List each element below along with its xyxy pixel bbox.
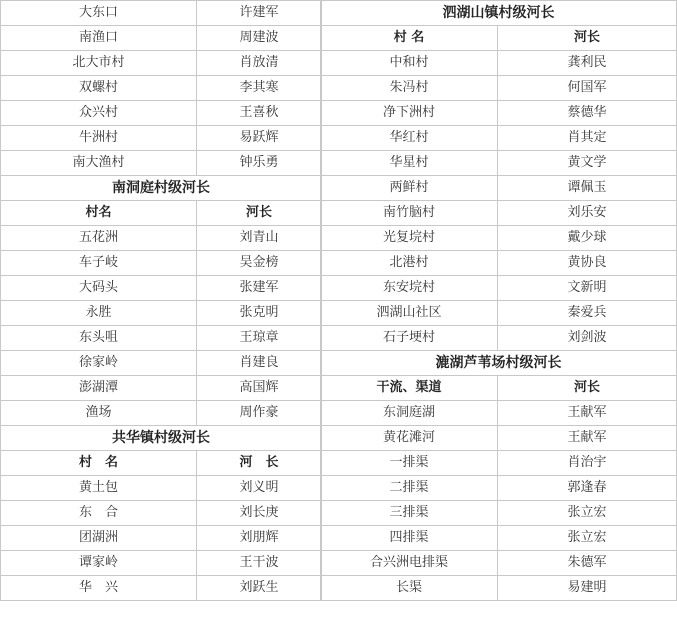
river-chief-cell: 文新明 bbox=[498, 276, 677, 301]
table-row bbox=[1, 351, 322, 376]
village-name-cell: 澎湖潭 bbox=[1, 376, 197, 401]
table-row bbox=[321, 51, 677, 76]
village-name-cell: 一排渠 bbox=[321, 451, 498, 476]
table-row bbox=[321, 476, 677, 501]
village-name-cell: 东 合 bbox=[1, 501, 197, 526]
table-row bbox=[1, 576, 322, 601]
village-name-cell: 渔场 bbox=[1, 401, 197, 426]
table-row bbox=[1, 501, 322, 526]
table-row bbox=[1, 51, 322, 76]
village-name-cell: 光复垸村 bbox=[321, 226, 498, 251]
section-title: 漉湖芦苇场村级河长 bbox=[321, 351, 677, 376]
village-name-cell: 华星村 bbox=[321, 151, 498, 176]
table-row bbox=[1, 251, 322, 276]
section-title-row bbox=[1, 176, 322, 201]
village-name-cell: 朱冯村 bbox=[321, 76, 498, 101]
river-chief-cell: 刘乐安 bbox=[498, 201, 677, 226]
river-chief-cell: 肖治宇 bbox=[498, 451, 677, 476]
column-header-chief: 河长 bbox=[498, 26, 677, 51]
river-chief-cell: 王献军 bbox=[498, 401, 677, 426]
river-chief-cell: 周建波 bbox=[197, 26, 322, 51]
left-roster-table bbox=[0, 0, 322, 601]
village-name-cell: 双螺村 bbox=[1, 76, 197, 101]
river-chief-cell: 蔡德华 bbox=[498, 101, 677, 126]
village-name-cell: 北港村 bbox=[321, 251, 498, 276]
village-name-cell: 南竹脑村 bbox=[321, 201, 498, 226]
village-name-cell: 泗湖山社区 bbox=[321, 301, 498, 326]
river-chief-cell: 刘朋辉 bbox=[197, 526, 322, 551]
village-name-cell: 牛洲村 bbox=[1, 126, 197, 151]
village-name-cell: 永胜 bbox=[1, 301, 197, 326]
table-row bbox=[321, 101, 677, 126]
river-chief-cell: 王喜秋 bbox=[197, 101, 322, 126]
village-name-cell: 车子岐 bbox=[1, 251, 197, 276]
column-header-row bbox=[1, 451, 322, 476]
village-name-cell: 四排渠 bbox=[321, 526, 498, 551]
table-row bbox=[1, 551, 322, 576]
table-row bbox=[1, 276, 322, 301]
village-name-cell: 五花洲 bbox=[1, 226, 197, 251]
table-row bbox=[1, 226, 322, 251]
village-name-cell: 南大渔村 bbox=[1, 151, 197, 176]
table-row bbox=[321, 451, 677, 476]
river-chief-cell: 刘青山 bbox=[197, 226, 322, 251]
village-name-cell: 三排渠 bbox=[321, 501, 498, 526]
table-row bbox=[321, 251, 677, 276]
village-name-cell: 两鲜村 bbox=[321, 176, 498, 201]
village-name-cell: 大东口 bbox=[1, 1, 197, 26]
village-name-cell: 团湖洲 bbox=[1, 526, 197, 551]
table-row bbox=[321, 401, 677, 426]
river-chief-cell: 钟乐勇 bbox=[197, 151, 322, 176]
column-header-row bbox=[321, 26, 677, 51]
village-name-cell: 东头咀 bbox=[1, 326, 197, 351]
table-row bbox=[321, 151, 677, 176]
village-name-cell: 华 兴 bbox=[1, 576, 197, 601]
village-name-cell: 石子埂村 bbox=[321, 326, 498, 351]
table-row bbox=[321, 326, 677, 351]
river-chief-cell: 刘跃生 bbox=[197, 576, 322, 601]
village-name-cell: 中和村 bbox=[321, 51, 498, 76]
village-name-cell: 华红村 bbox=[321, 126, 498, 151]
river-chief-cell: 张立宏 bbox=[498, 501, 677, 526]
river-chief-cell: 戴少球 bbox=[498, 226, 677, 251]
village-name-cell: 谭家岭 bbox=[1, 551, 197, 576]
river-chief-cell: 易建明 bbox=[498, 576, 677, 601]
river-chief-cell: 刘剑波 bbox=[498, 326, 677, 351]
table-row bbox=[321, 426, 677, 451]
river-chief-cell: 肖建良 bbox=[197, 351, 322, 376]
village-name-cell: 净下洲村 bbox=[321, 101, 498, 126]
table-row bbox=[1, 326, 322, 351]
river-chief-cell: 高国辉 bbox=[197, 376, 322, 401]
table-row bbox=[1, 401, 322, 426]
village-name-cell: 黄花滩河 bbox=[321, 426, 498, 451]
section-title: 南洞庭村级河长 bbox=[1, 176, 322, 201]
table-row bbox=[321, 276, 677, 301]
river-chief-cell: 朱德军 bbox=[498, 551, 677, 576]
table-row bbox=[321, 551, 677, 576]
table-row bbox=[321, 576, 677, 601]
river-chief-cell: 刘义明 bbox=[197, 476, 322, 501]
right-roster-table bbox=[320, 0, 677, 601]
table-row bbox=[1, 76, 322, 101]
river-chief-cell: 张克明 bbox=[197, 301, 322, 326]
river-chief-cell: 秦爱兵 bbox=[498, 301, 677, 326]
column-header-name: 村 名 bbox=[321, 26, 498, 51]
river-chief-cell: 许建军 bbox=[197, 1, 322, 26]
village-name-cell: 大码头 bbox=[1, 276, 197, 301]
table-row bbox=[1, 526, 322, 551]
table-row bbox=[321, 301, 677, 326]
village-name-cell: 东安垸村 bbox=[321, 276, 498, 301]
river-chief-cell: 黄文学 bbox=[498, 151, 677, 176]
table-row bbox=[321, 176, 677, 201]
river-chief-cell: 张立宏 bbox=[498, 526, 677, 551]
river-chief-cell: 黄协良 bbox=[498, 251, 677, 276]
column-header-name: 村 名 bbox=[1, 451, 197, 476]
river-chief-cell: 肖其定 bbox=[498, 126, 677, 151]
village-name-cell: 黄土包 bbox=[1, 476, 197, 501]
river-chief-cell: 张建军 bbox=[197, 276, 322, 301]
table-row bbox=[1, 101, 322, 126]
section-title: 泗湖山镇村级河长 bbox=[321, 1, 677, 26]
table-row bbox=[1, 126, 322, 151]
table-row bbox=[321, 501, 677, 526]
river-chief-cell: 李其寒 bbox=[197, 76, 322, 101]
village-name-cell: 北大市村 bbox=[1, 51, 197, 76]
table-row bbox=[321, 526, 677, 551]
river-chief-cell: 龚利民 bbox=[498, 51, 677, 76]
table-row bbox=[1, 301, 322, 326]
column-header-row bbox=[321, 376, 677, 401]
village-name-cell: 众兴村 bbox=[1, 101, 197, 126]
village-name-cell: 南渔口 bbox=[1, 26, 197, 51]
village-name-cell: 长渠 bbox=[321, 576, 498, 601]
river-chief-cell: 谭佩玉 bbox=[498, 176, 677, 201]
river-chief-cell: 易跃辉 bbox=[197, 126, 322, 151]
river-chief-cell: 郭逢春 bbox=[498, 476, 677, 501]
column-header-name: 干流、渠道 bbox=[321, 376, 498, 401]
section-title-row bbox=[321, 1, 677, 26]
table-row bbox=[321, 226, 677, 251]
river-chief-cell: 刘长庚 bbox=[197, 501, 322, 526]
column-header-name: 村名 bbox=[1, 201, 197, 226]
table-row bbox=[321, 201, 677, 226]
column-header-row bbox=[1, 201, 322, 226]
table-row bbox=[1, 151, 322, 176]
river-chief-cell: 王干波 bbox=[197, 551, 322, 576]
section-title-row bbox=[1, 426, 322, 451]
river-chief-cell: 吴金榜 bbox=[197, 251, 322, 276]
village-name-cell: 东洞庭湖 bbox=[321, 401, 498, 426]
column-header-chief: 河长 bbox=[498, 376, 677, 401]
table-row bbox=[1, 476, 322, 501]
river-chief-cell: 何国军 bbox=[498, 76, 677, 101]
table-row bbox=[321, 76, 677, 101]
river-chief-cell: 周作豪 bbox=[197, 401, 322, 426]
river-chief-cell: 王献军 bbox=[498, 426, 677, 451]
section-title-row bbox=[321, 351, 677, 376]
river-chief-cell: 王琼章 bbox=[197, 326, 322, 351]
table-row bbox=[1, 1, 322, 26]
table-row bbox=[321, 126, 677, 151]
village-name-cell: 合兴洲电排渠 bbox=[321, 551, 498, 576]
village-name-cell: 二排渠 bbox=[321, 476, 498, 501]
table-row bbox=[1, 376, 322, 401]
column-header-chief: 河长 bbox=[197, 201, 322, 226]
river-chief-cell: 肖放清 bbox=[197, 51, 322, 76]
village-name-cell: 徐家岭 bbox=[1, 351, 197, 376]
section-title: 共华镇村级河长 bbox=[1, 426, 322, 451]
column-header-chief: 河 长 bbox=[197, 451, 322, 476]
table-row bbox=[1, 26, 322, 51]
